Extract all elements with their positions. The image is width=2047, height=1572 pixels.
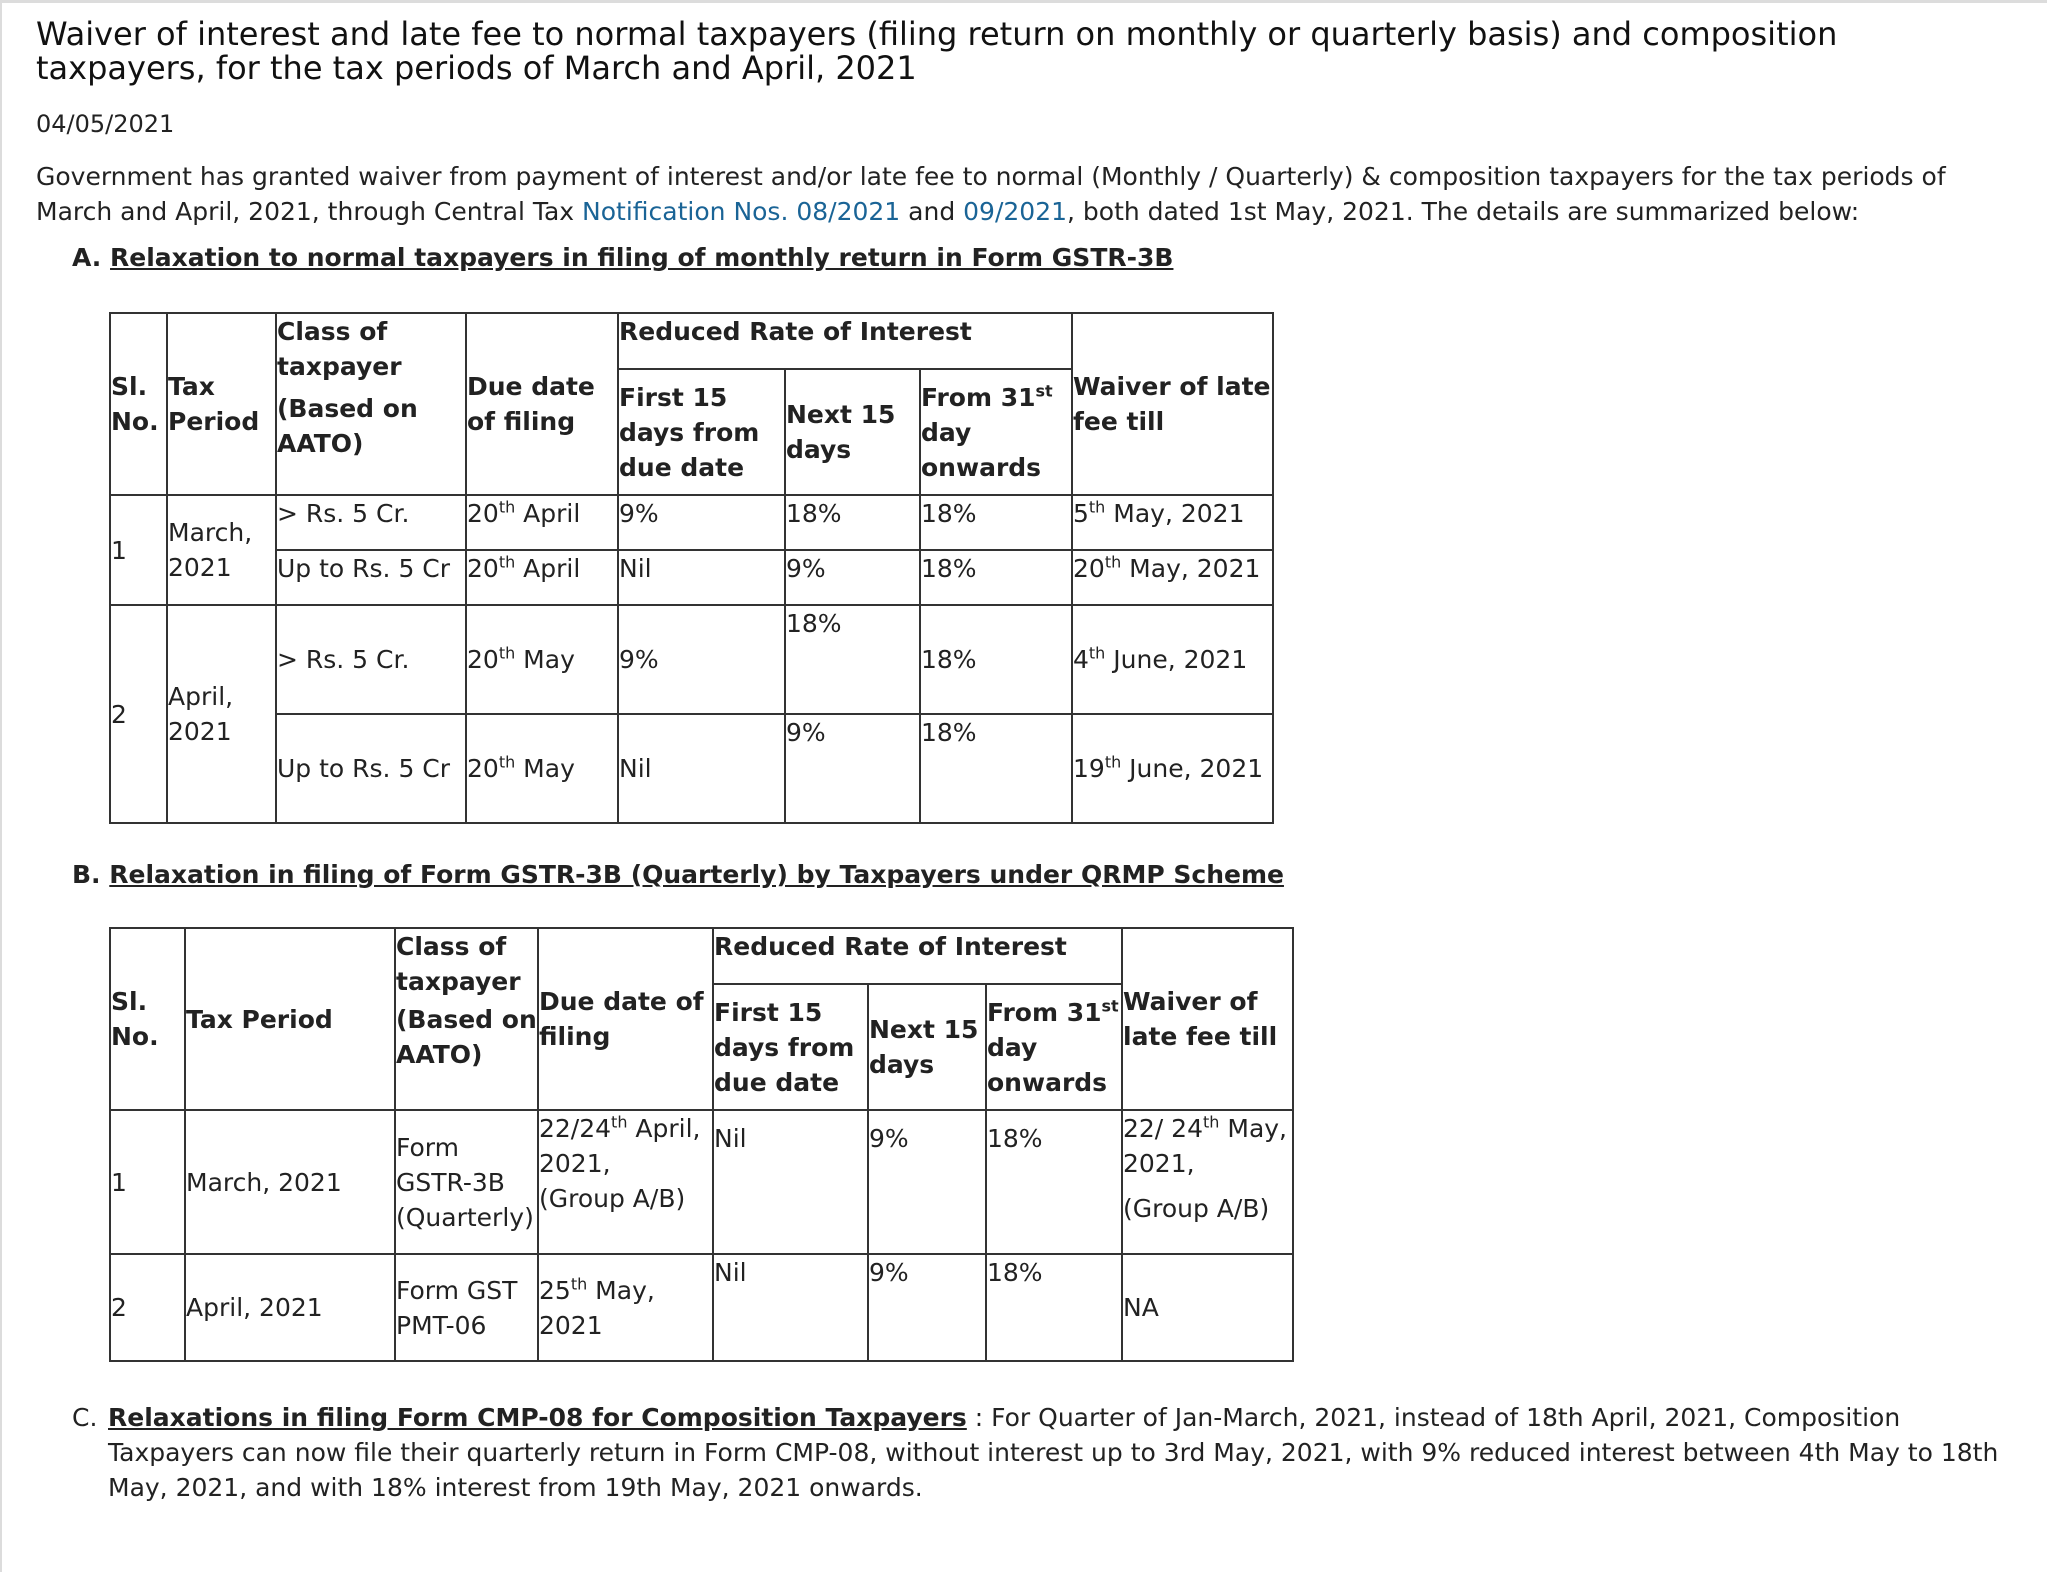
cell-due-date <box>466 714 618 823</box>
cell-from-31: 18% <box>920 714 1072 823</box>
cell-sl: 2 <box>110 1254 185 1361</box>
notification-09-link[interactable]: 09/2021 <box>963 197 1068 226</box>
table-row <box>110 1254 1293 1361</box>
waiver-date: June, 2021 <box>1121 754 1264 783</box>
waiver-day: 20 <box>1073 554 1105 583</box>
header-waiver: Waiver of late fee till <box>1122 928 1293 1110</box>
due-suffix: th <box>611 1112 628 1132</box>
cell-class: Up to Rs. 5 Cr <box>276 550 466 605</box>
section-b-heading: Relaxation in filing of Form GSTR-3B (Quarterly) by Taxpayers under QRMP Scheme <box>109 860 1284 889</box>
section-a-table <box>109 312 1274 824</box>
cell-from-31: 18% <box>920 495 1072 550</box>
cell-from-31: 18% <box>920 550 1072 605</box>
waiver-date: June, 2021 <box>1105 645 1248 674</box>
waiver-day: 22/ 24 <box>1123 1114 1203 1143</box>
publish-date: 04/05/2021 <box>36 110 175 138</box>
intro-paragraph <box>36 159 2006 229</box>
intro-text: , both dated 1st May, 2021. The details are summarized below: <box>1067 197 1860 226</box>
due-month: May <box>515 754 575 783</box>
header-from-31 <box>920 369 1072 495</box>
cell-from-31: 18% <box>920 605 1072 714</box>
header-sl-no: Sl. No. <box>110 313 167 495</box>
section-a-letter: A. <box>72 243 102 272</box>
due-month: April <box>515 554 581 583</box>
cell-from-31: 18% <box>986 1110 1122 1254</box>
cell-next-15: 9% <box>785 550 920 605</box>
header-from-31-text: From 31 <box>987 997 1102 1027</box>
due-month: May, 2021 <box>539 1275 655 1340</box>
due-day: 20 <box>467 645 499 674</box>
waiver-day: 5 <box>1073 499 1089 528</box>
header-tax-period: Tax Period <box>185 928 395 1110</box>
header-sl-no: Sl. No. <box>110 928 185 1110</box>
table-header-row <box>110 313 1273 369</box>
header-class-main: Class of taxpayer <box>396 932 521 996</box>
cell-waiver <box>1072 495 1273 550</box>
cell-first-15: 9% <box>618 605 785 714</box>
section-b-table <box>109 927 1294 1362</box>
cell-first-15: 9% <box>618 495 785 550</box>
waiver-suffix: th <box>1203 1112 1220 1132</box>
cell-first-15: Nil <box>618 714 785 823</box>
cell-class: > Rs. 5 Cr. <box>276 495 466 550</box>
table-row <box>110 495 1273 550</box>
section-c-letter: C. <box>72 1403 98 1432</box>
cell-class: Up to Rs. 5 Cr <box>276 714 466 823</box>
cell-from-31: 18% <box>986 1254 1122 1361</box>
article-content <box>36 17 2006 1505</box>
header-from-31-sup: st <box>1035 381 1053 401</box>
waiver-suffix: th <box>1088 497 1106 517</box>
section-b-title <box>72 860 2006 890</box>
intro-text: and <box>900 197 964 226</box>
header-class-sub: (Based on AATO) <box>277 394 418 458</box>
cell-next-15: 9% <box>868 1110 986 1254</box>
section-c-heading: Relaxations in filing Form CMP-08 for Composition Taxpayers <box>108 1403 967 1432</box>
due-month: April, 2021, <box>539 1114 701 1178</box>
due-suffix: th <box>498 643 516 663</box>
cell-first-15: Nil <box>618 550 785 605</box>
header-due-date: Due date of filing <box>466 313 618 495</box>
due-day: 20 <box>467 499 499 528</box>
waiver-suffix: th <box>1088 643 1106 663</box>
cell-sl: 1 <box>110 495 167 605</box>
section-a-heading: Relaxation to normal taxpayers in filing of monthly return in Form GSTR-3B <box>110 243 1174 272</box>
section-a-title <box>72 243 2006 273</box>
due-group: (Group A/B) <box>539 1184 686 1213</box>
header-waiver: Waiver of late fee till <box>1072 313 1273 495</box>
intro-text: Government has granted waiver from payment of interest and/or late fee to normal (Monthly / Quarterly) & composition taxpayers for the tax periods of March and April, 2021, through Central Tax <box>36 162 1946 226</box>
cell-waiver <box>1072 605 1273 714</box>
due-day: 20 <box>467 554 499 583</box>
cell-waiver <box>1072 550 1273 605</box>
cell-class: > Rs. 5 Cr. <box>276 605 466 714</box>
header-class-of-taxpayer <box>276 313 466 495</box>
header-class-main: Class of taxpayer <box>277 317 402 381</box>
cell-period: March, 2021 <box>167 495 276 605</box>
table-header-row <box>110 928 1293 984</box>
cell-due-date <box>466 550 618 605</box>
cell-waiver <box>1122 1110 1293 1254</box>
cell-next-15: 18% <box>785 605 920 714</box>
waiver-suffix: th <box>1104 552 1122 572</box>
notification-08-link[interactable]: Notification Nos. 08/2021 <box>582 197 901 226</box>
cell-waiver <box>1072 714 1273 823</box>
waiver-date: May, 2021, <box>1123 1114 1287 1178</box>
due-suffix: th <box>570 1274 588 1294</box>
page-title: Waiver of interest and late fee to normal taxpayers (filing return on monthly or quarterly basis) and composition taxpayers, for the tax periods of March and April, 2021 <box>36 15 1838 87</box>
cell-next-15: 18% <box>785 495 920 550</box>
header-due-date: Due date of filing <box>538 928 713 1110</box>
table-row <box>110 714 1273 823</box>
waiver-group: (Group A/B) <box>1123 1194 1270 1223</box>
header-tax-period: Tax Period <box>167 313 276 495</box>
due-suffix: th <box>498 752 516 772</box>
cell-period: April, 2021 <box>185 1254 395 1361</box>
cell-class: Form GSTR-3B (Quarterly) <box>395 1110 538 1254</box>
header-class-sub: (Based on AATO) <box>396 1005 537 1069</box>
waiver-suffix: th <box>1104 752 1122 772</box>
header-from-31-text: day onwards <box>921 417 1042 482</box>
due-day: 22/24 <box>539 1114 612 1143</box>
cell-class: Form GST PMT-06 <box>395 1254 538 1361</box>
cell-due-date <box>538 1254 713 1361</box>
cell-due-date <box>538 1110 713 1254</box>
header-reduced-rate: Reduced Rate of Interest <box>713 928 1122 984</box>
cell-next-15: 9% <box>868 1254 986 1361</box>
due-month: April <box>515 499 581 528</box>
header-class-of-taxpayer <box>395 928 538 1110</box>
cell-first-15: Nil <box>713 1254 868 1361</box>
header-from-31 <box>986 984 1122 1110</box>
header-from-31-text: day onwards <box>987 1032 1108 1097</box>
due-suffix: th <box>498 497 516 517</box>
header-reduced-rate: Reduced Rate of Interest <box>618 313 1072 369</box>
header-first-15: First 15 days from due date <box>618 369 785 495</box>
cell-due-date <box>466 605 618 714</box>
cell-waiver: NA <box>1122 1254 1293 1361</box>
header-next-15: Next 15 days <box>785 369 920 495</box>
table-row <box>110 550 1273 605</box>
table-row <box>110 605 1273 714</box>
header-next-15: Next 15 days <box>868 984 986 1110</box>
cell-next-15: 9% <box>785 714 920 823</box>
due-day: 20 <box>467 754 499 783</box>
cell-sl: 2 <box>110 605 167 823</box>
cell-period: March, 2021 <box>185 1110 395 1254</box>
due-suffix: th <box>498 552 516 572</box>
cell-sl: 1 <box>110 1110 185 1254</box>
section-b-letter: B. <box>72 860 101 889</box>
waiver-day: 4 <box>1073 645 1089 674</box>
section-c-text: : For Quarter of Jan-March, 2021, instead of 18th April, 2021, Composition Taxpayers can now file their quarterly return in Form CMP-08, without interest up to 3rd May, 2021, with 9% reduced interest between 4th May to 18th May, 2021, and with 18% interest from 19th May, 2021 onwards. <box>108 1403 1999 1502</box>
waiver-day: 19 <box>1073 754 1105 783</box>
cell-first-15: Nil <box>713 1110 868 1254</box>
section-c <box>72 1400 2006 1505</box>
table-row <box>110 1110 1293 1254</box>
header-first-15: First 15 days from due date <box>713 984 868 1110</box>
due-month: May <box>515 645 575 674</box>
due-day: 25 <box>539 1275 571 1305</box>
header-from-31-text: From 31 <box>921 382 1036 412</box>
section-c-body <box>108 1400 2006 1505</box>
waiver-date: May, 2021 <box>1105 499 1245 528</box>
cell-period: April, 2021 <box>167 605 276 823</box>
header-from-31-sup: st <box>1101 996 1119 1016</box>
cell-due-date <box>466 495 618 550</box>
waiver-date: May, 2021 <box>1121 554 1261 583</box>
